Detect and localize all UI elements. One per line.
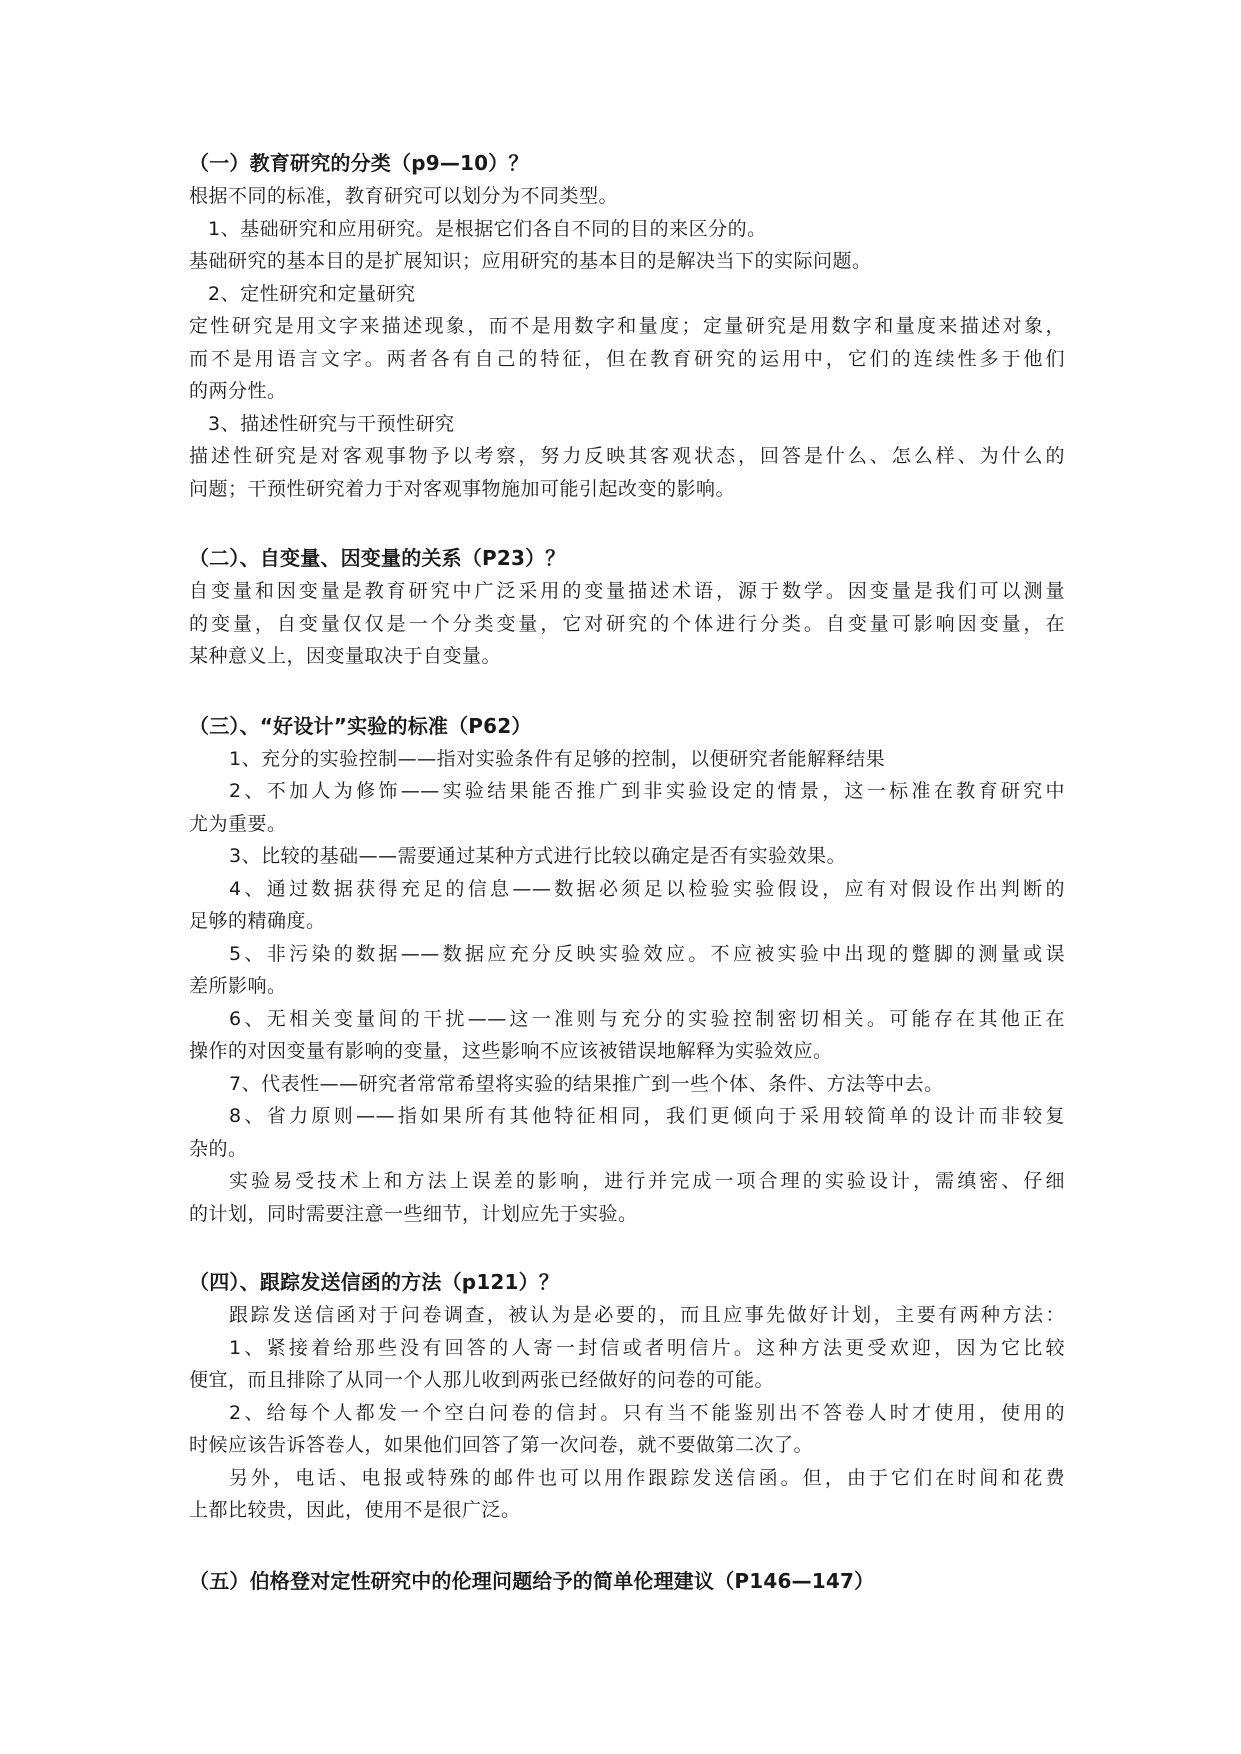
paragraph-line: 而不是用语言文字。两者各有自己的特征，但在教育研究的运用中，它们的连续性多于他们	[189, 347, 1065, 370]
document-page	[189, 147, 1065, 1598]
list-item-1: 1、紧接着给那些没有回答的人寄一封信或者明信片。这种方法更受欢迎，因为它比较	[229, 1336, 1065, 1359]
paragraph-line: 实验易受技术上和方法上误差的影响，进行并完成一项合理的实验设计，需缜密、仔细	[229, 1170, 1065, 1192]
paragraph-line: 根据不同的标准，教育研究可以划分为不同类型。	[189, 185, 619, 207]
paragraph-line: 跟踪发送信函对于问卷调查，被认为是必要的，而且应事先做好计划，主要有两种方法：	[229, 1304, 1065, 1326]
paragraph-line: 操作的对因变量有影响的变量，这些影响不应该被错误地解释为实验效应。	[189, 1040, 833, 1062]
paragraph-line: 的变量，自变量仅仅是一个分类变量，它对研究的个体进行分类。自变量可影响因变量，在	[189, 612, 1065, 635]
paragraph-line: 杂的。	[189, 1137, 248, 1160]
paragraph-line: 差所影响。	[189, 975, 287, 997]
paragraph-line: 定性研究是用文字来描述现象，而不是用数字和量度；定量研究是用数字和量度来描述对象，	[189, 315, 1065, 337]
section-heading-5: （五）伯格登对定性研究中的伦理问题给予的简单伦理建议（P146—147）	[189, 1568, 875, 1593]
paragraph-line: 基础研究的基本目的是扩展知识；应用研究的基本目的是解决当下的实际问题。	[189, 250, 872, 272]
list-item-1: 1、基础研究和应用研究。是根据它们各自不同的目的来区分的。	[208, 217, 767, 240]
list-item-2: 2、定性研究和定量研究	[208, 282, 416, 305]
section-heading-3: （三）、“好设计”实验的标准（P62）	[189, 713, 532, 738]
list-item-2: 2、不加人为修饰——实验结果能否推广到非实验设定的情景，这一标准在教育研究中	[229, 780, 1065, 802]
section-heading-1: （一）教育研究的分类（p9—10）？	[189, 151, 529, 175]
paragraph-line: 自变量和因变量是教育研究中广泛采用的变量描述术语，源于数学。因变量是我们可以测量	[189, 580, 1065, 602]
list-item-3: 3、描述性研究与干预性研究	[208, 412, 455, 435]
list-item-3: 3、比较的基础——需要通过某种方式进行比较以确定是否有实验效果。	[229, 845, 847, 867]
paragraph-line: 尤为重要。	[189, 812, 287, 835]
section-heading-4: （四）、跟踪发送信函的方法（p121）？	[189, 1270, 560, 1294]
list-item-6: 6、无相关变量间的干扰——这一准则与充分的实验控制密切相关。可能存在其他正在	[229, 1007, 1065, 1030]
list-item-4: 4、通过数据获得充足的信息——数据必须足以检验实验假设，应有对假设作出判断的	[229, 877, 1065, 900]
list-item-2: 2、给每个人都发一个空白问卷的信封。只有当不能鉴别出不答卷人时才使用，使用的	[229, 1401, 1065, 1424]
paragraph-line: 某种意义上，因变量取决于自变量。	[189, 645, 502, 667]
paragraph-line: 的两分性。	[189, 380, 287, 402]
list-item-5: 5、非污染的数据——数据应充分反映实验效应。不应被实验中出现的蹩脚的测量或误	[229, 942, 1065, 965]
list-item-7: 7、代表性——研究者常常希望将实验的结果推广到一些个体、条件、方法等中去。	[229, 1072, 944, 1095]
section-heading-2: （二）、自变量、因变量的关系（P23）？	[189, 546, 566, 570]
list-item-8: 8、省力原则——指如果所有其他特征相同，我们更倾向于采用较简单的设计而非较复	[229, 1105, 1065, 1127]
paragraph-line: 的计划，同时需要注意一些细节，计划应先于实验。	[189, 1202, 638, 1225]
list-item-1: 1、充分的实验控制——指对实验条件有足够的控制，以便研究者能解释结果	[229, 747, 886, 770]
paragraph-line: 时候应该告诉答卷人，如果他们回答了第一次问卷，就不要做第二次了。	[189, 1434, 814, 1456]
paragraph-line: 足够的精确度。	[189, 910, 326, 932]
paragraph-line: 便宜，而且排除了从同一个人那儿收到两张已经做好的问卷的可能。	[189, 1369, 775, 1391]
paragraph-line: 问题；干预性研究着力于对客观事物施加可能引起改变的影响。	[189, 477, 736, 500]
paragraph-line: 描述性研究是对客观事物予以考察，努力反映其客观状态，回答是什么、怎么样、为什么的	[189, 445, 1065, 467]
paragraph-line: 上都比较贵，因此，使用不是很广泛。	[189, 1499, 521, 1521]
paragraph-line: 另外，电话、电报或特殊的邮件也可以用作跟踪发送信函。但，由于它们在时间和花费	[229, 1466, 1065, 1489]
